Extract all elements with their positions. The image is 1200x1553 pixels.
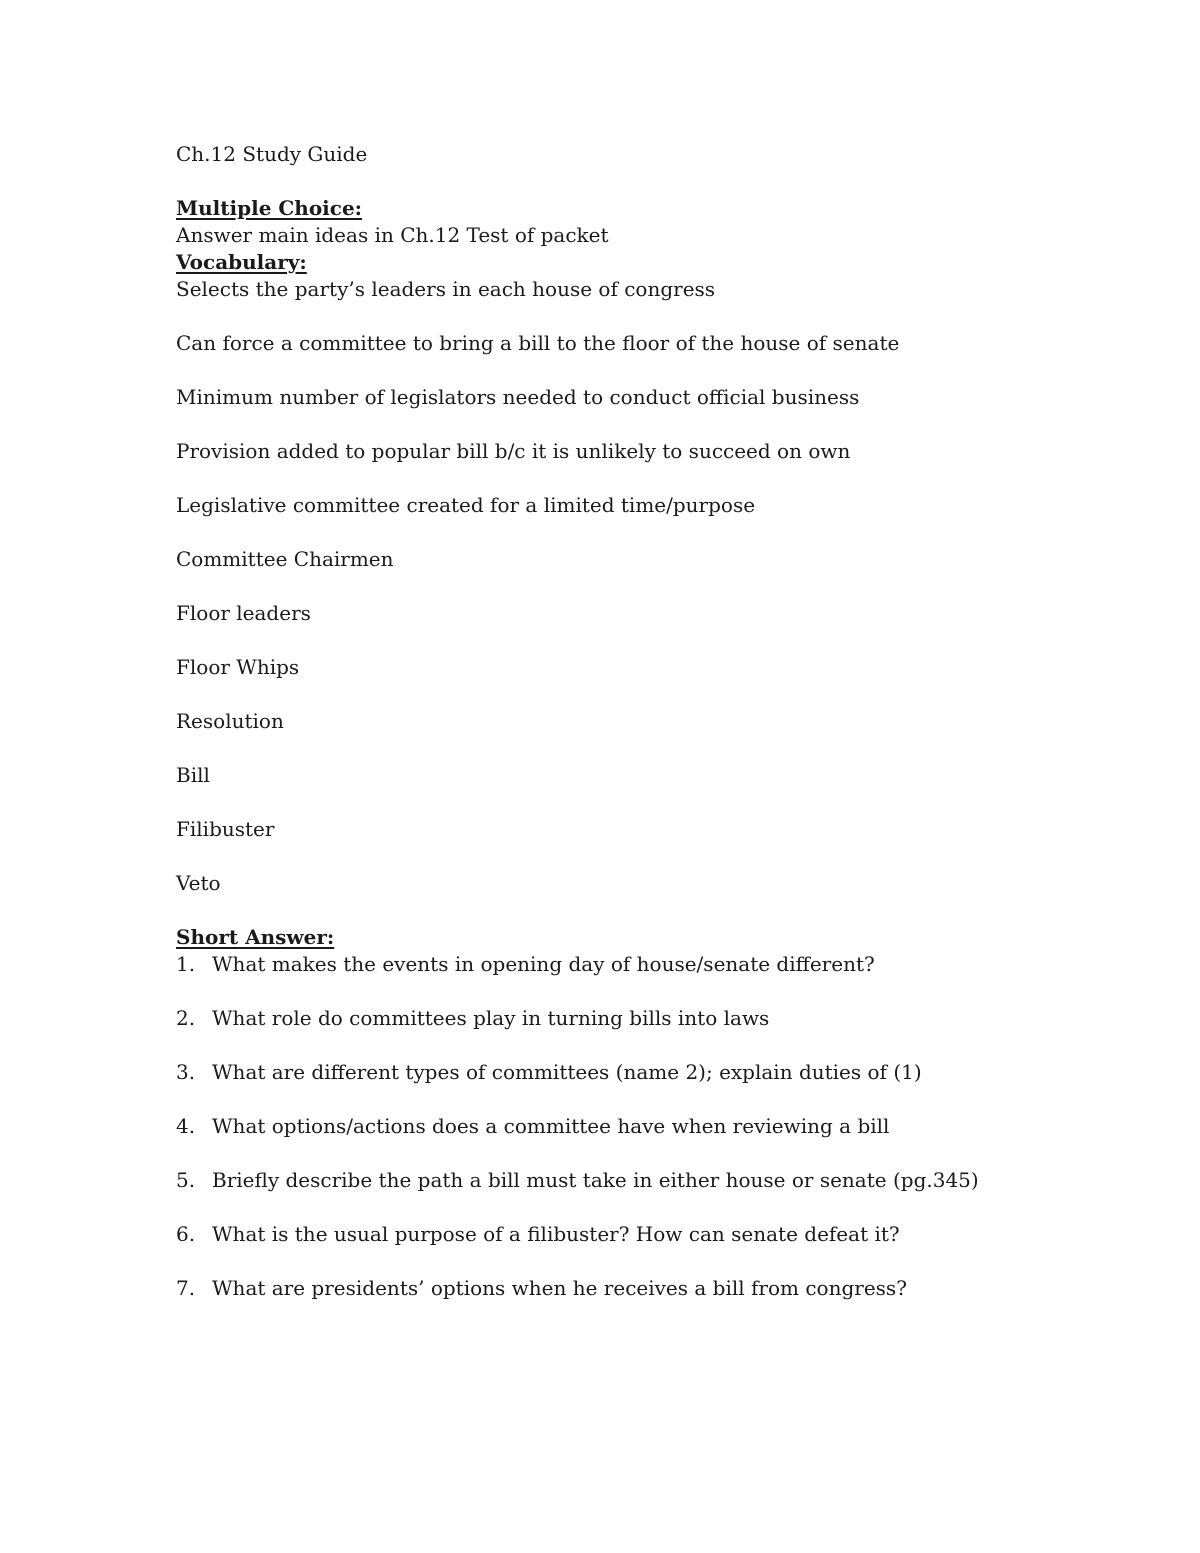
item-number: 1. (176, 952, 196, 976)
short-answer-heading: Short Answer: (176, 925, 335, 949)
vocabulary-item: Committee Chairmen (176, 547, 394, 571)
vocabulary-item: Resolution (176, 709, 284, 733)
vocabulary-item: Floor leaders (176, 601, 311, 625)
multiple-choice-heading: Multiple Choice: (176, 196, 363, 220)
vocabulary-item: Minimum number of legislators needed to conduct official business (176, 385, 860, 409)
vocabulary-list (176, 276, 1056, 897)
item-number: 5. (176, 1168, 196, 1192)
item-number: 7. (176, 1276, 196, 1300)
vocabulary-item: Legislative committee created for a limited time/purpose (176, 493, 756, 517)
short-answer-item (176, 1113, 1056, 1140)
vocabulary-item: Provision added to popular bill b/c it is unlikely to succeed on own (176, 439, 851, 463)
vocabulary-item: Floor Whips (176, 655, 300, 679)
vocabulary-item: Selects the party’s leaders in each house of congress (176, 277, 716, 301)
vocabulary-item: Can force a committee to bring a bill to the floor of the house of senate (176, 331, 900, 355)
question-text: What are different types of committees (name 2); explain duties of (1) (212, 1060, 922, 1084)
vocabulary-item: Bill (176, 763, 210, 787)
document-page (176, 141, 1056, 1329)
question-text: What role do committees play in turning bills into laws (212, 1006, 770, 1030)
item-number: 4. (176, 1114, 196, 1138)
question-text: What options/actions does a committee have when reviewing a bill (212, 1114, 890, 1138)
vocabulary-item: Veto (176, 871, 221, 895)
item-number: 2. (176, 1006, 196, 1030)
short-answer-item (176, 1059, 1056, 1086)
item-number: 3. (176, 1060, 196, 1084)
short-answer-item (176, 1275, 1056, 1302)
question-text: What makes the events in opening day of house/senate different? (212, 952, 875, 976)
page-title: Ch.12 Study Guide (176, 142, 368, 166)
question-text: What are presidents’ options when he receives a bill from congress? (212, 1276, 907, 1300)
multiple-choice-text: Answer main ideas in Ch.12 Test of packet (176, 223, 609, 247)
short-answer-item (176, 1005, 1056, 1032)
item-number: 6. (176, 1222, 196, 1246)
vocabulary-heading: Vocabulary: (176, 250, 307, 274)
short-answer-list (176, 951, 1056, 1302)
short-answer-item (176, 1221, 1056, 1248)
short-answer-item (176, 1167, 1056, 1194)
question-text: Briefly describe the path a bill must take in either house or senate (pg.345) (212, 1168, 979, 1192)
vocabulary-item: Filibuster (176, 817, 275, 841)
short-answer-item (176, 951, 1056, 978)
question-text: What is the usual purpose of a filibuster? How can senate defeat it? (212, 1222, 900, 1246)
